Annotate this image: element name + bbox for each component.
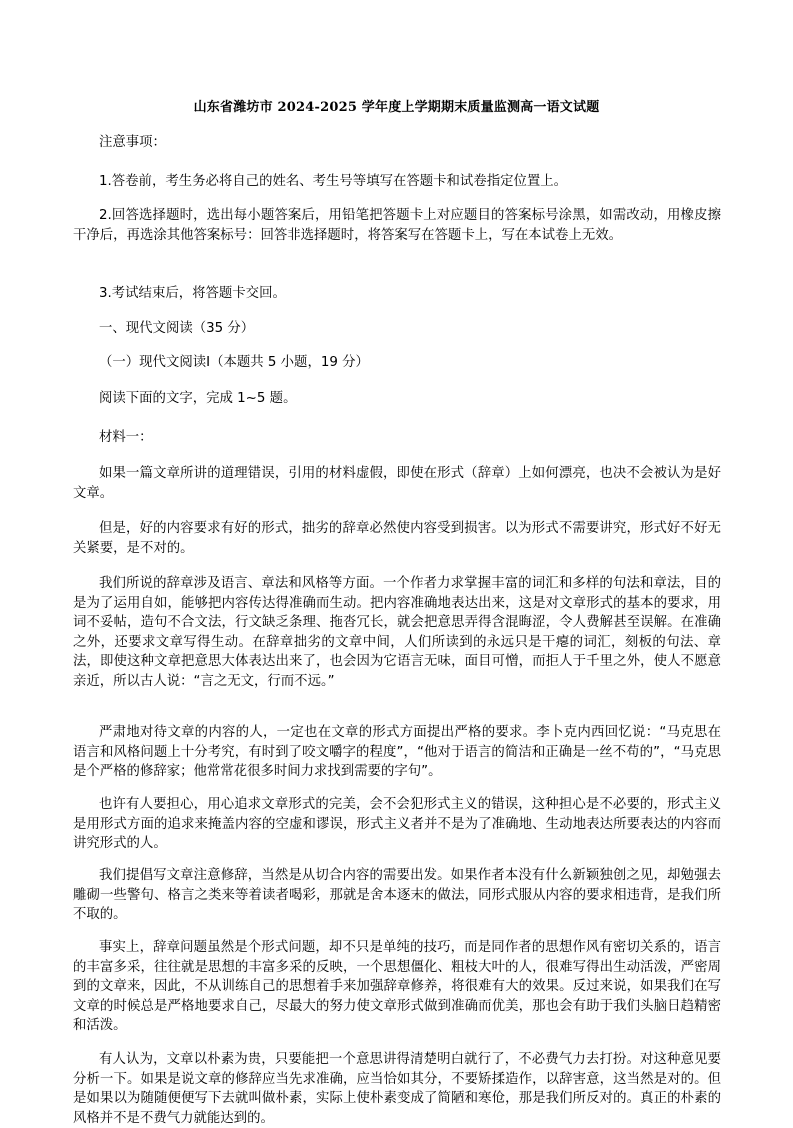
instruction-3: 3.考试结束后，将答题卡交回。 <box>99 286 286 301</box>
section-heading: 一、现代文阅读（35 分） <box>99 321 255 336</box>
paragraph-8: 有人认为，文章以朴素为贵，只要能把一个意思讲得清楚明白就行了，不必费气力去打扮。对这种意见要分析一下。如果是说文章的修辞应当先求准确，应当恰如其分，不要矫揉造作，以辞害意，这当然是对的。但是如果以为随随便便写下去就叫做朴素，实际上使朴素变成了简陋和寒伧，那是我们所反对的。真正的朴素的风格并不是不费气力就能达到的。 <box>73 1052 721 1126</box>
instruction-1: 1.答卷前，考生务必将自己的姓名、考生号等填写在答题卡和试卷指定位置上。 <box>99 174 568 189</box>
reading-prompt: 阅读下面的文字，完成 1~5 题。 <box>99 391 297 406</box>
paragraph-7: 事实上，辞章问题虽然是个形式问题，却不只是单纯的技巧，而是同作者的思想作风有密切关系的，语言的丰富多采，往往就是思想的丰富多采的反映，一个思想僵化、粗枝大叶的人，很难写得出生动活泼，严密周到的文章来，因此，不从训练自己的思想着手来加强辞章修养，将很难有大的效果。反过来说，如果我们在写文章的时候总是严格地要求自己，尽最大的努力使文章形式做到准确而优美，那也会有助于我们头脑日趋精密和活泼。 <box>73 940 721 1033</box>
subsection-heading: （一）现代文阅读Ⅰ（本题共 5 小题，19 分） <box>99 355 369 370</box>
paragraph-4: 严肃地对待文章的内容的人，一定也在文章的形式方面提出严格的要求。李卜克内西回忆说：“马克思在语言和风格问题上十分考究，有时到了咬文嚼字的程度”，“他对于语言的简洁和正确是一丝不苟的”，“马克思是个严格的修辞家；他常常花很多时间力求找到需要的字句”。 <box>73 725 721 779</box>
paragraph-1: 如果一篇文章所讲的道理错误，引用的材料虚假，即使在形式（辞章）上如何漂亮，也决不会被认为是好文章。 <box>73 466 721 501</box>
paragraph-5: 也许有人要担心，用心追求文章形式的完美，会不会犯形式主义的错误，这种担心是不必要的，形式主义是用形式方面的追求来掩盖内容的空虚和谬误，形式主义者并不是为了准确地、生动地表达所要表达的内容而讲究形式的人。 <box>73 797 721 851</box>
notice-heading: 注意事项： <box>99 135 166 150</box>
material-label: 材料一： <box>99 430 153 445</box>
paragraph-2: 但是，好的内容要求有好的形式，拙劣的辞章必然使内容受到损害。以为形式不需要讲究，形式好不好无关紧要，是不对的。 <box>73 521 721 556</box>
paragraph-3: 我们所说的辞章涉及语言、章法和风格等方面。一个作者力求掌握丰富的词汇和多样的句法和章法，目的是为了运用自如，能够把内容传达得准确而生动。把内容准确地表达出来，这是对文章形式的基本的要求，用词不妥帖，造句不合文法，行文缺乏条理、拖沓冗长，就会把意思弄得含混晦涩，令人费解甚至误解。在准确之外，还要求文章写得生动。在辞章拙劣的文章中间，人们所读到的永远只是干瘪的词汇，刻板的句法、章法，即使这种文章把意思大体表达出来了，也会因为它语言无味，面目可憎，而拒人于千里之外，使人不愿意亲近，所以古人说：“言之无文，行而不远。” <box>73 576 721 689</box>
exam-title: 山东省潍坊市 2024-2025 学年度上学期期末质量监测高一语文试题 <box>193 100 600 115</box>
paragraph-6: 我们提倡写文章注意修辞，当然是从切合内容的需要出发。如果作者本没有什么新颖独创之见，却勉强去雕砌一些警句、格言之类来等着读者喝彩，那就是舍本逐末的做法，同形式服从内容的要求相违背，是我们所不取的。 <box>73 868 721 922</box>
instruction-2: 2.回答选择题时，选出每小题答案后，用铅笔把答题卡上对应题目的答案标号涂黑，如需改动，用橡皮擦干净后，再选涂其他答案标号：回答非选择题时，将答案写在答题卡上，写在本试卷上无效。 <box>73 208 721 243</box>
